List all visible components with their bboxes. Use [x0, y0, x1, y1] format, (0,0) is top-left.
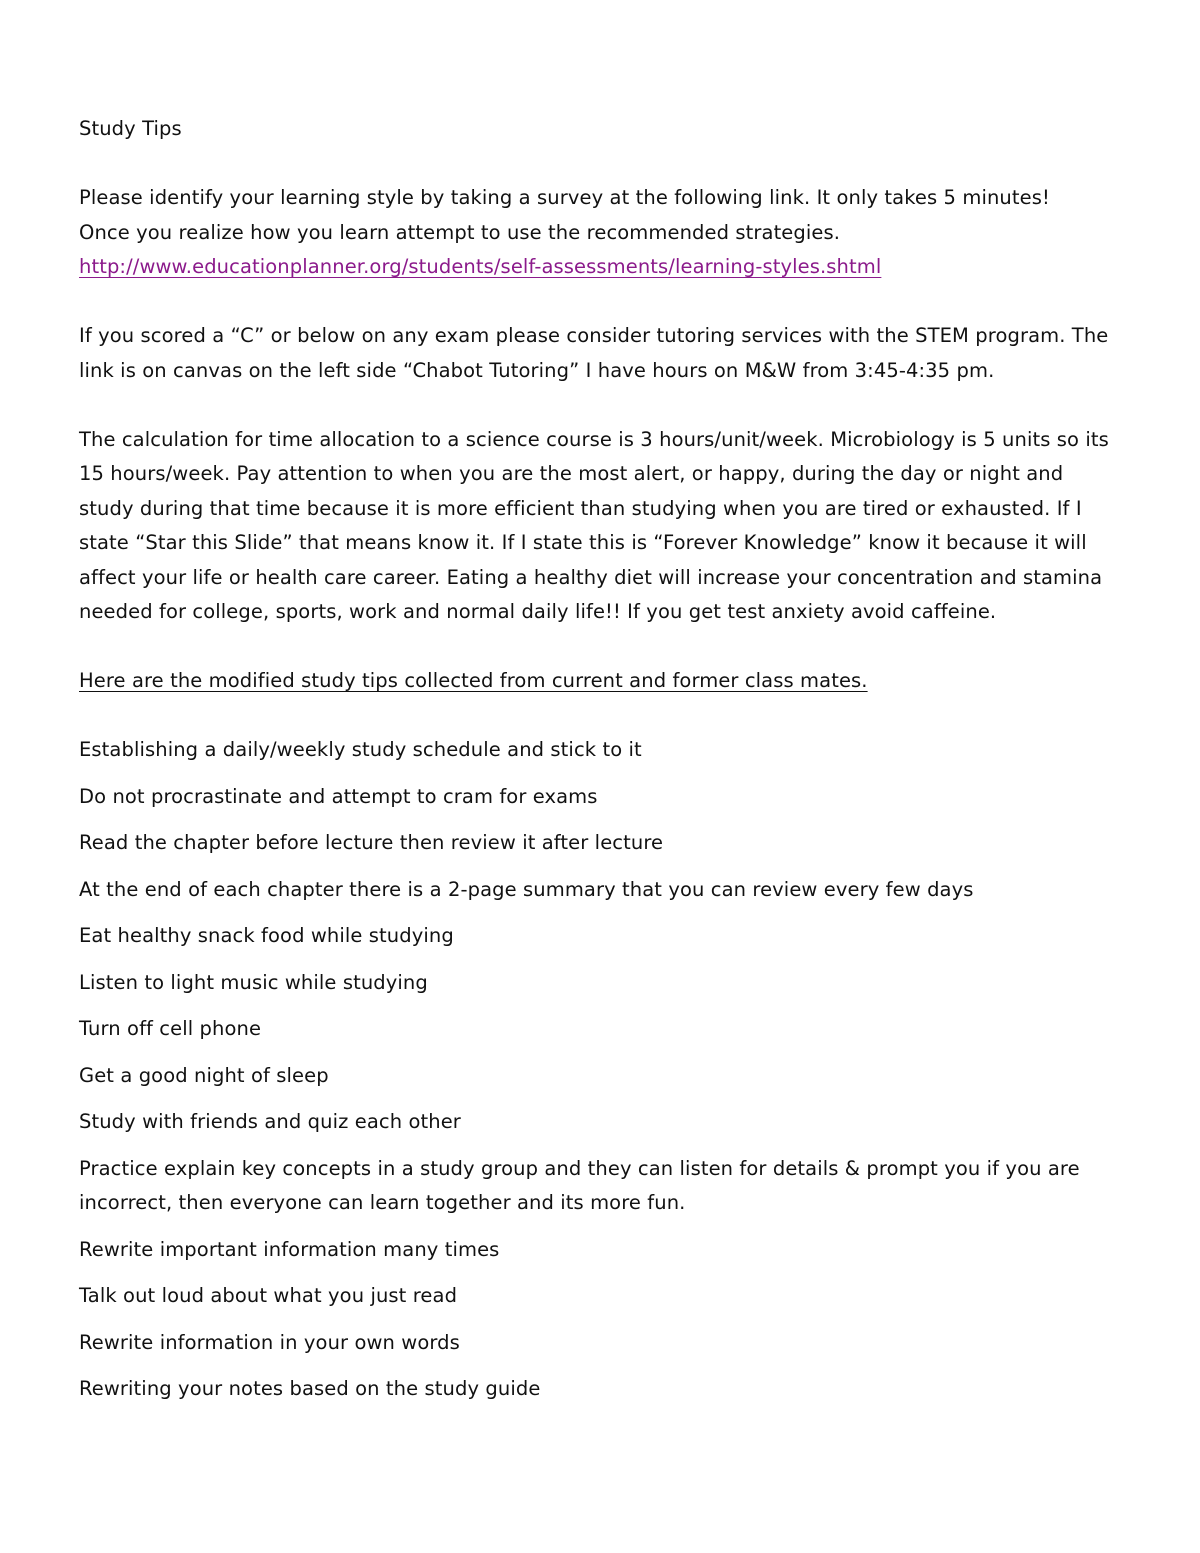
list-item: Do not procrastinate and attempt to cram for exams	[79, 784, 598, 808]
list-item: At the end of each chapter there is a 2-page summary that you can review every few days	[79, 877, 974, 901]
list-item: Rewrite information in your own words	[79, 1330, 460, 1354]
document-body	[79, 112, 1109, 1419]
list-item: Turn off cell phone	[79, 1017, 262, 1040]
tutoring-paragraph: If you scored a “C” or below on any exam please consider tutoring services with the STEM program. The link is on canvas on the left side “Chabot Tutoring” I have hours on M&W from 3:45-4:35 pm.	[79, 324, 1109, 382]
intro-paragraph	[79, 181, 1109, 285]
page-title: Study Tips	[79, 117, 182, 140]
list-item: Practice explain key concepts in a study group and they can listen for details & prompt you if you are incorrect, then everyone can learn together and its more fun.	[79, 1156, 1080, 1214]
list-item: Listen to light music while studying	[79, 970, 428, 994]
list-item: Rewrite important information many times	[79, 1237, 500, 1261]
intro-line-2: Once you realize how you learn attempt to use the recommended strategies.	[79, 220, 841, 244]
list-item: Get a good night of sleep	[79, 1063, 329, 1087]
list-item: Establishing a daily/weekly study schedule and stick to it	[79, 738, 642, 761]
tips-heading: Here are the modified study tips collected from current and former class mates.	[79, 669, 868, 692]
intro-line-1: Please identify your learning style by taking a survey at the following link. It only takes 5 minutes!	[79, 186, 1050, 209]
survey-link-line	[79, 250, 1109, 285]
list-item: Read the chapter before lecture then review it after lecture	[79, 831, 664, 854]
time-allocation-paragraph: The calculation for time allocation to a science course is 3 hours/unit/week. Microbiology is 5 units so its 15 hours/week. Pay attention to when you are the most alert, or happy, during the day or night and study during that time because it is more efficient than studying when you are tired or exhausted. If I state “Star this Slide” that means know it. If I state this is “Forever Knowledge” know it because it will affect your life or health care career. Eating a healthy diet will increase your concentration and stamina needed for college, sports, work and normal daily life!! If you get test anxiety avoid caffeine.	[79, 427, 1109, 623]
list-item: Rewriting your notes based on the study guide	[79, 1377, 541, 1400]
survey-link[interactable]: http://www.educationplanner.org/students/self-assessments/learning-styles.shtml	[79, 255, 882, 278]
tips-list	[79, 733, 1109, 1407]
list-item: Eat healthy snack food while studying	[79, 924, 454, 947]
list-item: Study with friends and quiz each other	[79, 1110, 461, 1133]
list-item: Talk out loud about what you just read	[79, 1284, 458, 1307]
